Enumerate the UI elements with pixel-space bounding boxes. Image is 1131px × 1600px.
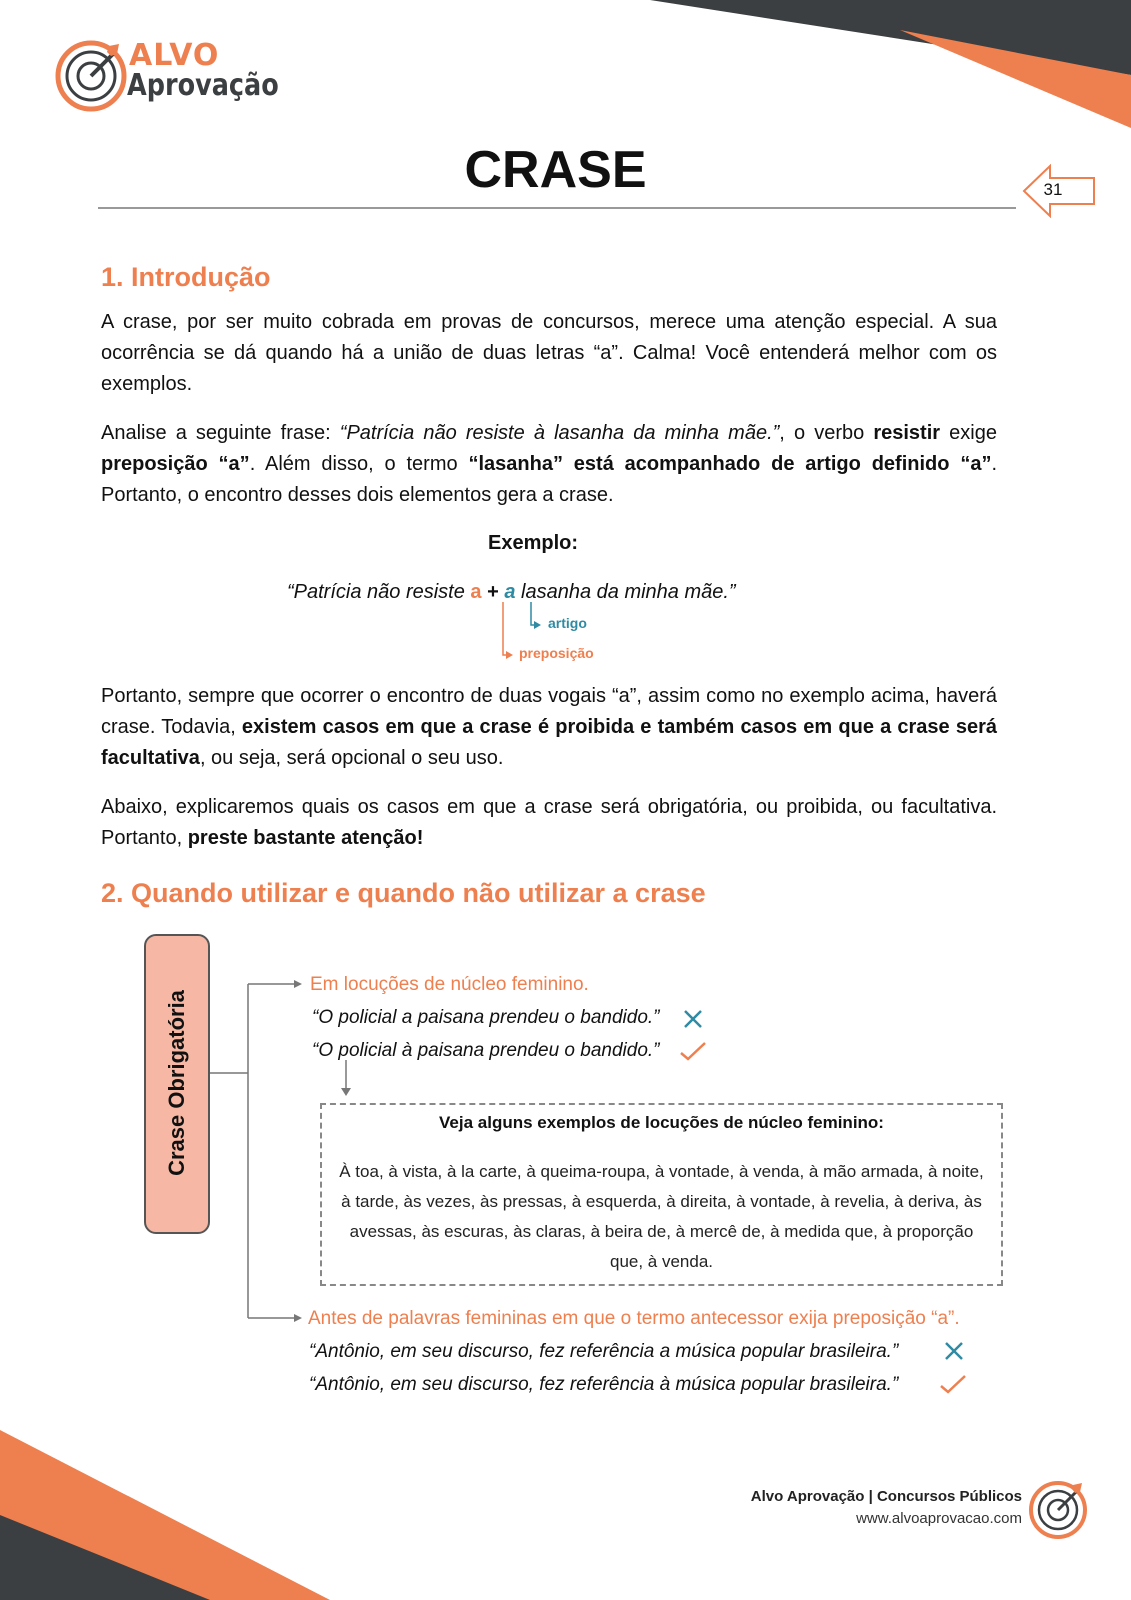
- example-sentence: “Patrícia não resiste a + a lasanha da minha mãe.”: [287, 581, 736, 603]
- logo-aprovacao: Aprovação: [127, 68, 279, 103]
- footer-brand: Alvo Aprovação | Concursos Públicos: [750, 1488, 1022, 1505]
- logo: [55, 38, 279, 115]
- page-title: CRASE: [464, 141, 647, 199]
- diagram-connectors: [200, 970, 320, 1330]
- paragraph-analise: Analise a seguinte frase: “Patrícia não resiste à lasanha da minha mãe.”, o verbo resistir exige preposição “a”. Além disso, o termo “lasanha” está acompanhado de artigo definido “a”. Portanto, o encontro desses dois elementos gera a crase.: [101, 422, 998, 506]
- example-label: Exemplo:: [487, 532, 579, 554]
- rule2-wrong-example: “Antônio, em seu discurso, fez referência a música popular brasileira.”: [309, 1341, 899, 1362]
- footer-target-icon: [1028, 1478, 1090, 1540]
- page-number: 31: [1043, 180, 1063, 199]
- cross-icon: [944, 1341, 964, 1361]
- cross-icon: [683, 1009, 703, 1029]
- section-heading-quando-utilizar: 2. Quando utilizar e quando não utilizar a crase: [101, 878, 706, 908]
- preposition-a: a: [470, 581, 482, 603]
- footer-url[interactable]: www.alvoaprovacao.com: [856, 1510, 1022, 1527]
- rule1-wrong-example: “O policial a paisana prendeu o bandido.”: [312, 1007, 660, 1028]
- label-preposicao: preposição: [519, 645, 594, 661]
- paragraph-abaixo: Abaixo, explicaremos quais os casos em que a crase será obrigatória, ou proibida, ou facultativa. Portanto, preste bastante atenção!: [101, 796, 997, 849]
- check-icon: [939, 1373, 967, 1395]
- rule2-title: Antes de palavras femininas em que o termo antecessor exija preposição “a”.: [308, 1308, 960, 1329]
- rule2-right-example: “Antônio, em seu discurso, fez referência à música popular brasileira.”: [309, 1374, 899, 1395]
- rule1-right-example: “O policial à paisana prendeu o bandido.”: [312, 1040, 660, 1061]
- rule1-title: Em locuções de núcleo feminino.: [310, 974, 589, 995]
- article-a: a: [504, 581, 516, 603]
- examples-box-body: À toa, à vista, à la carte, à queima-roupa, à vontade, à venda, à mão armada, à noite, à tarde, às vezes, às pressas, à esquerda, à direita, à vontade, à revelia, à deriva, às avessas, às escuras, às claras, à beira de, à mercê de, à medida que, à proporção que, à venda.: [339, 1162, 984, 1271]
- logo-alvo: ALVO: [129, 38, 220, 73]
- section-heading-introducao: 1. Introdução: [101, 262, 271, 292]
- down-arrow: [338, 1060, 354, 1098]
- label-artigo: artigo: [548, 615, 587, 631]
- footer-corner-decoration: [0, 1430, 400, 1600]
- check-icon: [679, 1040, 707, 1062]
- title-divider: [98, 207, 1016, 209]
- quote-example: “Patrícia não resiste à lasanha da minha mãe.”: [339, 422, 780, 444]
- examples-box-title: Veja alguns exemplos de locuções de núcleo feminino:: [439, 1113, 884, 1132]
- target-icon: [55, 40, 127, 112]
- crase-obrigatoria-label: Crase Obrigatória: [164, 990, 189, 1176]
- paragraph-intro: A crase, por ser muito cobrada em provas de concursos, merece uma atenção especial. A sua ocorrência se dá quando há a união de duas letras “a”. Calma! Você entenderá melhor com os exemplos.: [101, 311, 997, 395]
- paragraph-portanto: Portanto, sempre que ocorrer o encontro de duas vogais “a”, assim como no exemplo acima, haverá crase. Todavia, existem casos em que a crase é proibida e também casos em que a crase será facultativa, ou seja, será opcional o seu uso.: [101, 685, 997, 769]
